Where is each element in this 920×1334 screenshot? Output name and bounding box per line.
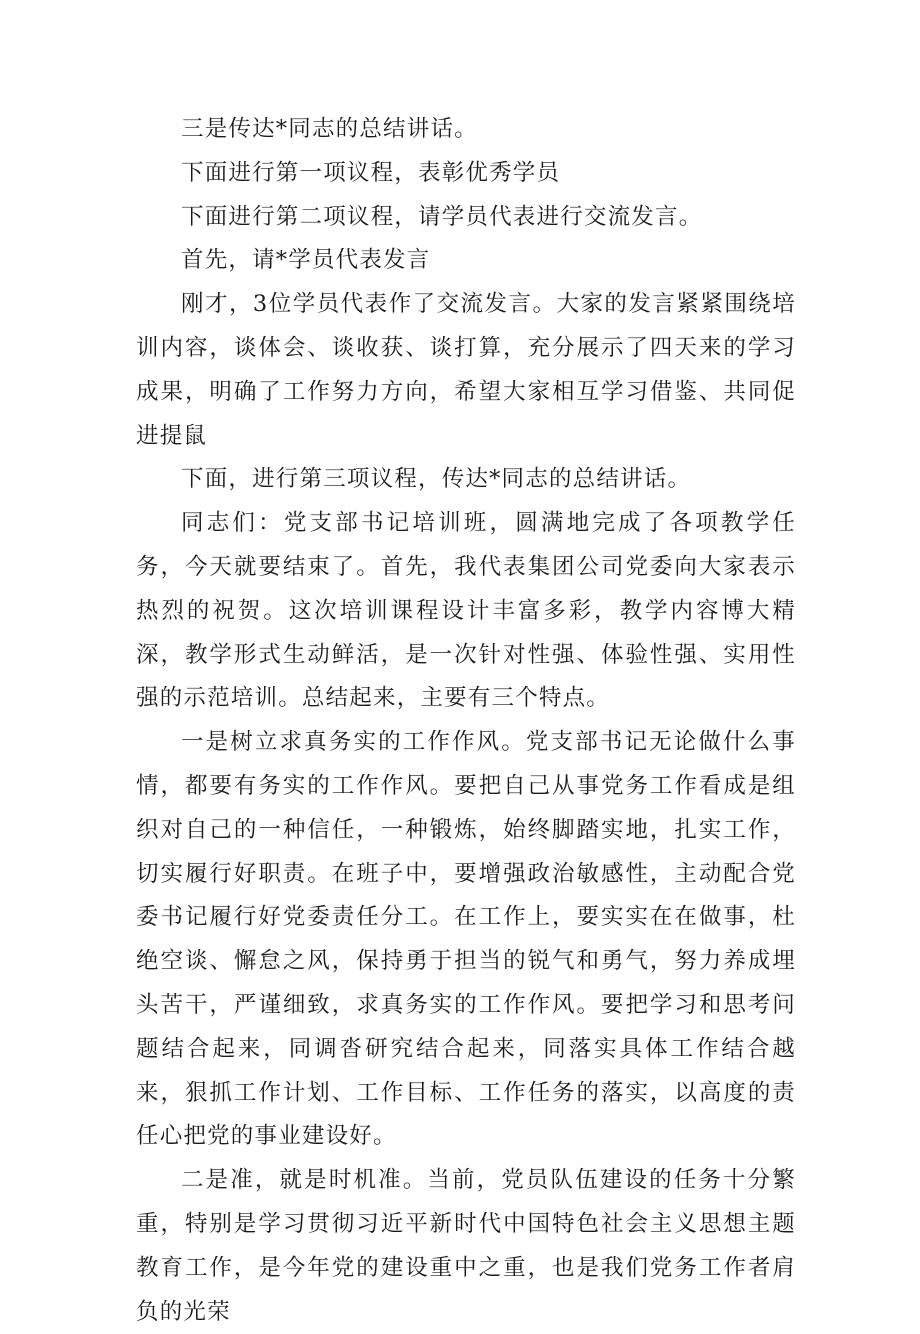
paragraph-1: 三是传达*同志的总结讲话。 — [181, 116, 478, 142]
paragraph-9: 二是准，就是时机准。当前，党员队伍建设的任务十分繁重，特别是学习贯彻习近平新时代中国特色社会主义思想主题教育工作，是今年党的建设重中之重，也是我们党务工作者肩负的光荣 — [136, 1167, 796, 1325]
paragraph-4: 首先，请*学员代表发言 — [181, 247, 431, 274]
paragraph-2: 下面进行第一项议程，表彰优秀学员 — [181, 159, 561, 186]
paragraph-7: 同志们：党支部书记培训班，圆满地完成了各项教学任务，今天就要结束了。首先，我代表集团公司党委向大家表示热烈的祝贺。这次培训课程设计丰富多彩，教学内容博大精深，教学形式生动鲜活，是一次针对性强、体验性强、实用性强的示范培训。总结起来，主要有三个特点。 — [136, 510, 796, 712]
paragraph-3: 下面进行第二项议程，请学员代表进行交流发言。 — [181, 203, 703, 230]
paragraph-8: 一是树立求真务实的工作作风。党支部书记无论做什么事情，都要有务实的工作作风。要把自己从事党务工作看成是组织对自己的一种信任，一种锻炼，始终脚踏实地，扎实工作，切实履行好职责。在班子中，要增强政治敏感性，主动配合党委书记履行好党委责任分工。在工作上，要实实在在做事，杜绝空谈、懈怠之风，保持勇于担当的锐气和勇气，努力养成埋头苦干，严谨细致，求真务实的工作作风。要把学习和思考问题结合起来，同调沓研究结合起来，同落实具体工作结合越来，狠抓工作计划、工作目标、工作任务的落实，以高度的责任心把党的事业建设好。 — [136, 729, 796, 1150]
document-body — [136, 108, 796, 1334]
paragraph-6: 下面，进行第三项议程，传达*同志的总结讲话。 — [181, 466, 692, 493]
paragraph-5: 刚才，3位学员代表作了交流发言。大家的发言紧紧围绕培训内容，谈体会、谈收获、谈打算，充分展示了四天来的学习成果，明确了工作努力方向，希望大家相互学习借鉴、共同促进提鼠 — [136, 291, 796, 449]
